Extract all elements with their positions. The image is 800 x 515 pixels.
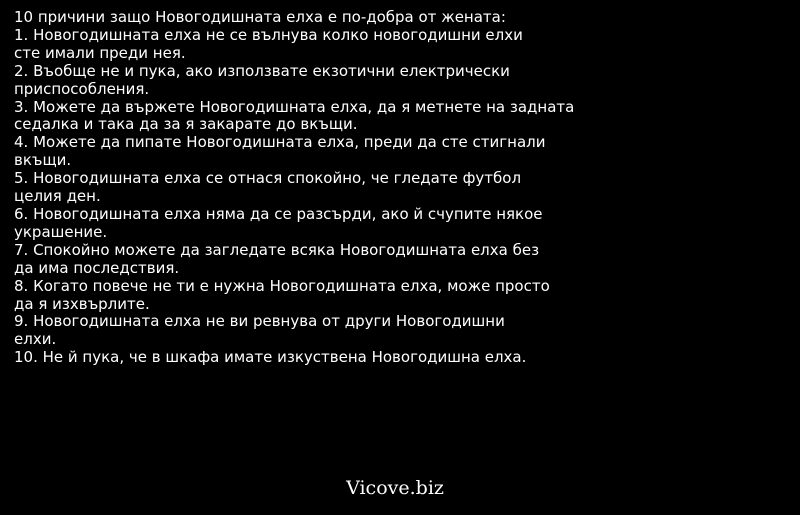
joke-line: 6. Новогодишната елха няма да се разсърди, ако й счупите някое [14,204,543,223]
joke-line: 4. Можете да пипате Новогодишната елха, преди да сте стигнали [14,133,546,152]
joke-line: 10. Не й пука, че в шкафа имате изкуствена Новогодишна елха. [14,348,527,367]
joke-line: 7. Спокойно можете да загледате всяка Новогодишната елха без [14,240,540,259]
joke-line: 9. Новогодишната елха не ви ревнува от други Новогодишни [14,312,505,331]
joke-line: украшение. [14,222,108,241]
joke-line: 2. Въобще не и пука, ако използвате екзотични електрически [14,61,510,80]
joke-line: сте имали преди нея. [14,43,186,62]
joke-line: да има последствия. [14,258,180,277]
joke-line: 8. Когато повече не ти е нужна Новогодишната елха, може просто [14,276,550,295]
joke-title: 10 причини защо Новогодишната елха е по-добра от жената: [14,8,506,26]
joke-line: елхи. [14,330,57,349]
joke-line: целия ден. [14,187,101,206]
joke-line: приспособления. [14,79,150,98]
joke-line: седалка и така да за я закарате до вкъщи. [14,115,358,134]
joke-line: 5. Новогодишната елха се отнася спокойно, че гледате футбол [14,169,522,188]
joke-line: 3. Можете да вържете Новогодишната елха, да я метнете на задната [14,97,575,116]
joke-text-block [14,9,594,367]
joke-line: 1. Новогодишната елха не се вълнува колко новогодишни елхи [14,25,523,44]
site-watermark: Vicove.biz [346,477,444,499]
joke-line: да я изхвърлите. [14,294,150,313]
joke-line: вкъщи. [14,151,72,170]
